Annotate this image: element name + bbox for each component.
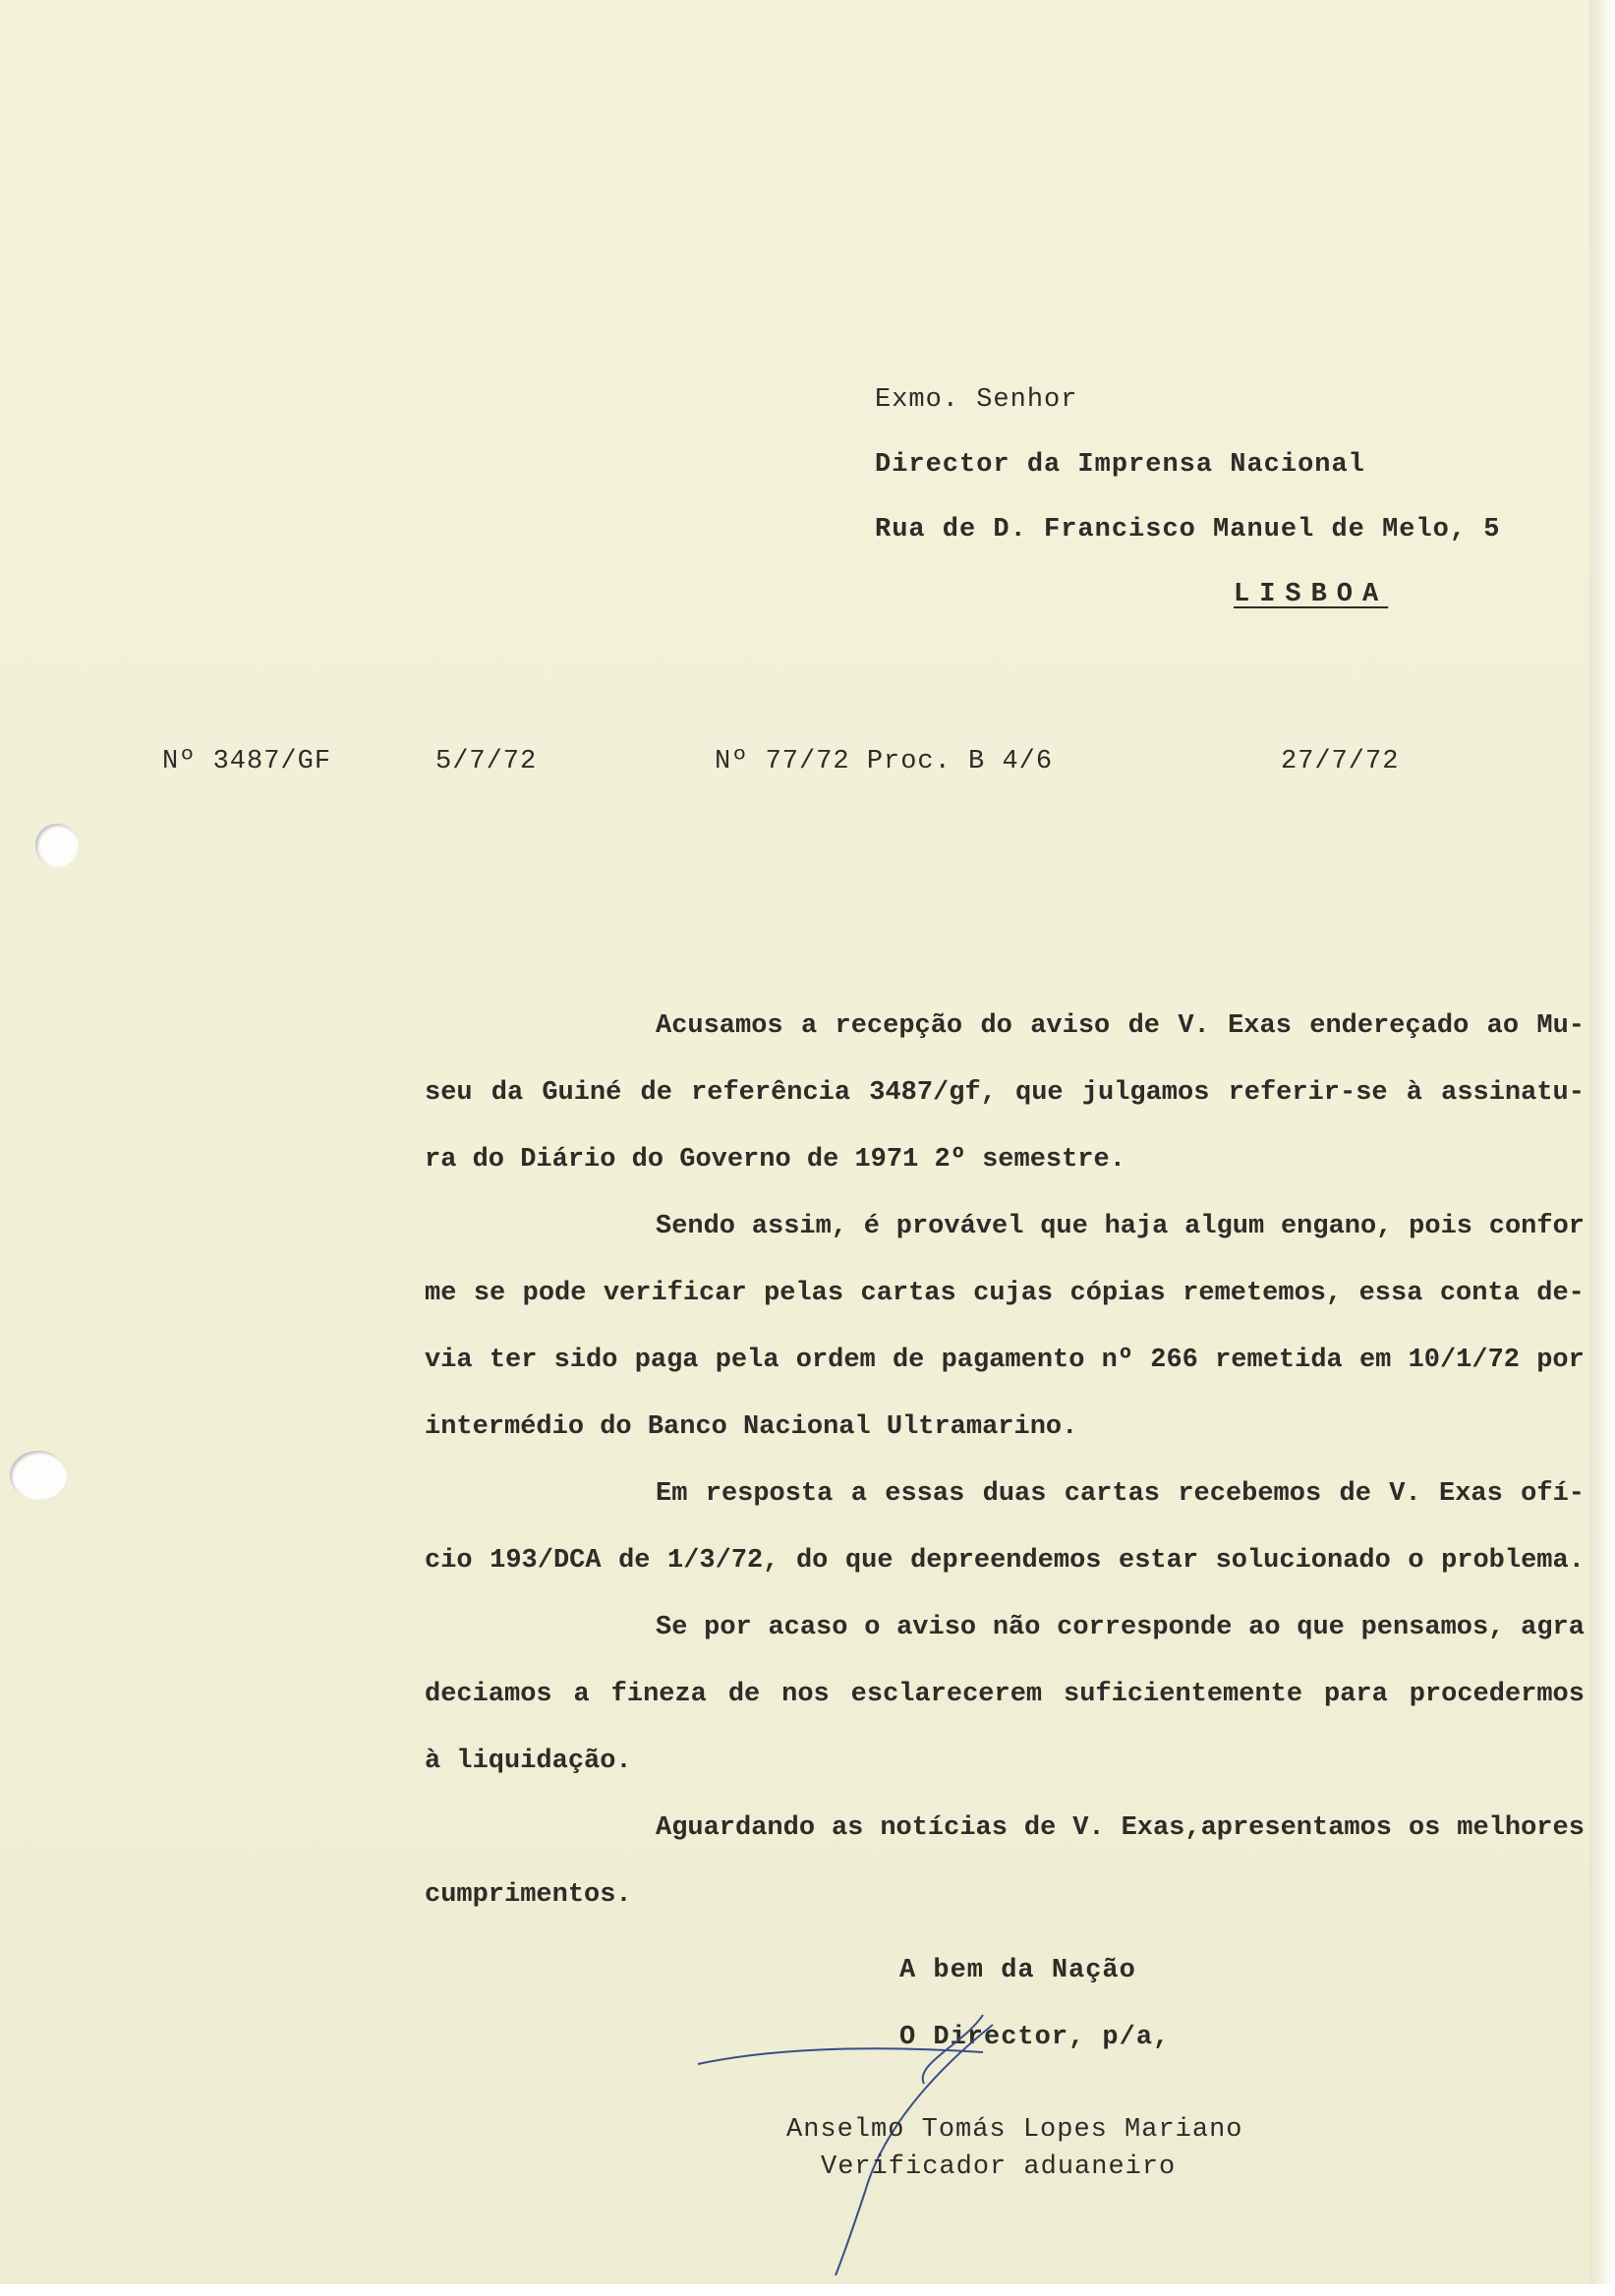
signatory-name: Anselmo Tomás Lopes Mariano (786, 2115, 1243, 2145)
body-word: a (850, 1479, 867, 1509)
body-word: do (980, 1011, 1012, 1041)
body-line (425, 1795, 1585, 1862)
body-word: 266 (1150, 1346, 1198, 1375)
body-word: ao (1248, 1613, 1281, 1642)
body-word: julgamos (1081, 1078, 1210, 1108)
closing-role: O Director, p/a, (899, 2023, 1171, 2052)
body-word: que (844, 1546, 894, 1576)
body-word: da (490, 1078, 524, 1108)
body-word: Exas (1228, 1011, 1292, 1041)
city: LISBOA (1234, 580, 1389, 609)
body-word: algum (1184, 1212, 1265, 1241)
body-word: fineza (610, 1680, 707, 1709)
body-word: a (573, 1680, 590, 1709)
our-reference: Nº 77/72 Proc. B 4/6 (715, 747, 1054, 776)
body-line (425, 1327, 1585, 1394)
body-word: as (831, 1813, 864, 1843)
body-word: de (1339, 1479, 1371, 1509)
body-line (425, 1661, 1585, 1728)
body-word: assinatu- (1441, 1078, 1585, 1108)
body-line (425, 1594, 1585, 1661)
body-word: Em (656, 1479, 688, 1509)
body-word: V. (1178, 1011, 1210, 1041)
body-line: à liquidação. (425, 1747, 632, 1776)
body-word: de (892, 1346, 925, 1375)
body-word: via (425, 1346, 473, 1375)
body-word: ter (489, 1346, 538, 1375)
body-word: essas (885, 1479, 965, 1509)
reference-number: Nº 3487/GF (162, 747, 332, 776)
body-word: solucionado (1215, 1546, 1391, 1576)
punch-hole-bottom (10, 1451, 67, 1500)
body-word: nº (1101, 1346, 1134, 1375)
body-word: V. (1389, 1479, 1421, 1509)
body-word: pelas (764, 1279, 844, 1308)
body-word: 1/3/72, (667, 1546, 779, 1576)
reference-date: 5/7/72 (435, 747, 538, 776)
punch-hole-top (35, 824, 79, 867)
letter-date: 27/7/72 (1281, 747, 1400, 776)
body-word: deciamos (425, 1680, 552, 1709)
body-word: seu (425, 1078, 473, 1108)
body-word: por (704, 1613, 752, 1642)
body-word: notícias (880, 1813, 1008, 1843)
body-word: Guiné (542, 1078, 622, 1108)
body-word: é (863, 1212, 880, 1241)
body-word: 10/1/72 (1408, 1346, 1520, 1375)
body-word: de (618, 1546, 651, 1576)
body-word: endereçado (1309, 1011, 1470, 1041)
body-word: duas (982, 1479, 1047, 1509)
body-word: ofí- (1521, 1479, 1585, 1509)
body-word: aviso (1030, 1011, 1111, 1041)
body-word: o (1408, 1546, 1424, 1576)
body-word: essa (1358, 1279, 1423, 1308)
body-word: à (1406, 1078, 1422, 1108)
body-word: confor (1488, 1212, 1585, 1241)
body-word: corresponde (1057, 1613, 1233, 1642)
body-word: de (1023, 1813, 1057, 1843)
body-word: agra (1521, 1613, 1585, 1642)
body-word: ao (1486, 1011, 1520, 1041)
body-word: do (795, 1546, 829, 1576)
body-word: provável (895, 1212, 1024, 1241)
body-word: Aguardando (656, 1813, 816, 1843)
body-word: que (1040, 1212, 1088, 1241)
body-word: Exas (1439, 1479, 1503, 1509)
body-word: Sendo (656, 1212, 736, 1241)
body-word: Se (656, 1613, 688, 1642)
body-word: problema. (1441, 1546, 1585, 1576)
body-word: em (1358, 1346, 1392, 1375)
body-word: a (800, 1011, 818, 1041)
body-word: 193/DCA (490, 1546, 602, 1576)
body-word: pela (715, 1346, 779, 1375)
body-word: Mu- (1536, 1011, 1585, 1041)
street-address: Rua de D. Francisco Manuel de Melo, 5 (875, 515, 1501, 545)
signatory-title: Verificador aduaneiro (821, 2152, 1177, 2182)
body-word: engano, (1280, 1212, 1393, 1241)
body-word: recebemos (1178, 1479, 1322, 1509)
body-word: cujas (973, 1279, 1054, 1308)
body-word: acaso (768, 1613, 848, 1642)
body-word: pensamos, (1360, 1613, 1505, 1642)
body-line (425, 993, 1585, 1060)
body-word: me (425, 1279, 457, 1308)
body-line: cumprimentos. (425, 1880, 632, 1910)
body-word: cartas (860, 1279, 956, 1308)
body-word: Acusamos (656, 1011, 783, 1041)
body-line (425, 1527, 1585, 1594)
body-word: que (1297, 1613, 1345, 1642)
body-word: aviso (896, 1613, 977, 1642)
body-word: pois (1409, 1212, 1472, 1241)
body-word: depreendemos (910, 1546, 1102, 1576)
body-word: cio (425, 1546, 473, 1576)
body-word: melhores (1457, 1813, 1585, 1843)
letter-body (425, 993, 1585, 1928)
body-word: de (727, 1680, 761, 1709)
body-word: se (473, 1279, 506, 1308)
body-word: haja (1104, 1212, 1169, 1241)
body-word: ordem (795, 1346, 876, 1375)
body-word: o (864, 1613, 881, 1642)
body-word: por (1536, 1346, 1585, 1375)
body-word: referência (691, 1078, 851, 1108)
body-line (425, 1260, 1585, 1327)
body-word: que (1015, 1078, 1064, 1108)
body-word: suficientemente (1064, 1680, 1303, 1709)
body-word: assim, (751, 1212, 848, 1241)
body-line: intermédio do Banco Nacional Ultramarino. (425, 1412, 1078, 1442)
page-edge (1589, 0, 1615, 2296)
body-word: sido (553, 1346, 618, 1375)
body-word: nos (781, 1680, 830, 1709)
body-word: de (1127, 1011, 1160, 1041)
body-word: resposta (705, 1479, 834, 1509)
body-word: para (1324, 1680, 1388, 1709)
body-word: estar (1119, 1546, 1199, 1576)
body-word: 3487/gf, (869, 1078, 997, 1108)
body-word: de (640, 1078, 672, 1108)
body-word: verificar (603, 1279, 747, 1308)
body-word: pagamento (941, 1346, 1085, 1375)
body-word: remetemos, (1182, 1279, 1343, 1308)
body-line: ra do Diário do Governo de 1971 2º semestre. (425, 1145, 1125, 1175)
closing-formula: A bem da Nação (899, 1956, 1136, 1985)
body-word: remetida (1215, 1346, 1343, 1375)
body-word: esclarecerem (850, 1680, 1043, 1709)
body-line (425, 1193, 1585, 1260)
body-word: conta (1439, 1279, 1520, 1308)
body-line (425, 1060, 1585, 1126)
body-word: pode (522, 1279, 587, 1308)
body-line (425, 1461, 1585, 1527)
body-word: cópias (1069, 1279, 1166, 1308)
body-word: procedermos (1409, 1680, 1585, 1709)
body-word: recepção (835, 1011, 963, 1041)
body-word: os (1408, 1813, 1441, 1843)
body-word: de- (1536, 1279, 1585, 1308)
handwritten-signature (688, 2005, 1042, 2290)
body-word: Exas,apresentamos (1121, 1813, 1393, 1843)
body-word: não (992, 1613, 1041, 1642)
salutation: Exmo. Senhor (875, 385, 1078, 415)
body-word: paga (634, 1346, 699, 1375)
body-word: V. (1072, 1813, 1105, 1843)
recipient: Director da Imprensa Nacional (875, 450, 1365, 480)
body-word: cartas (1064, 1479, 1160, 1509)
body-word: referir-se (1228, 1078, 1388, 1108)
